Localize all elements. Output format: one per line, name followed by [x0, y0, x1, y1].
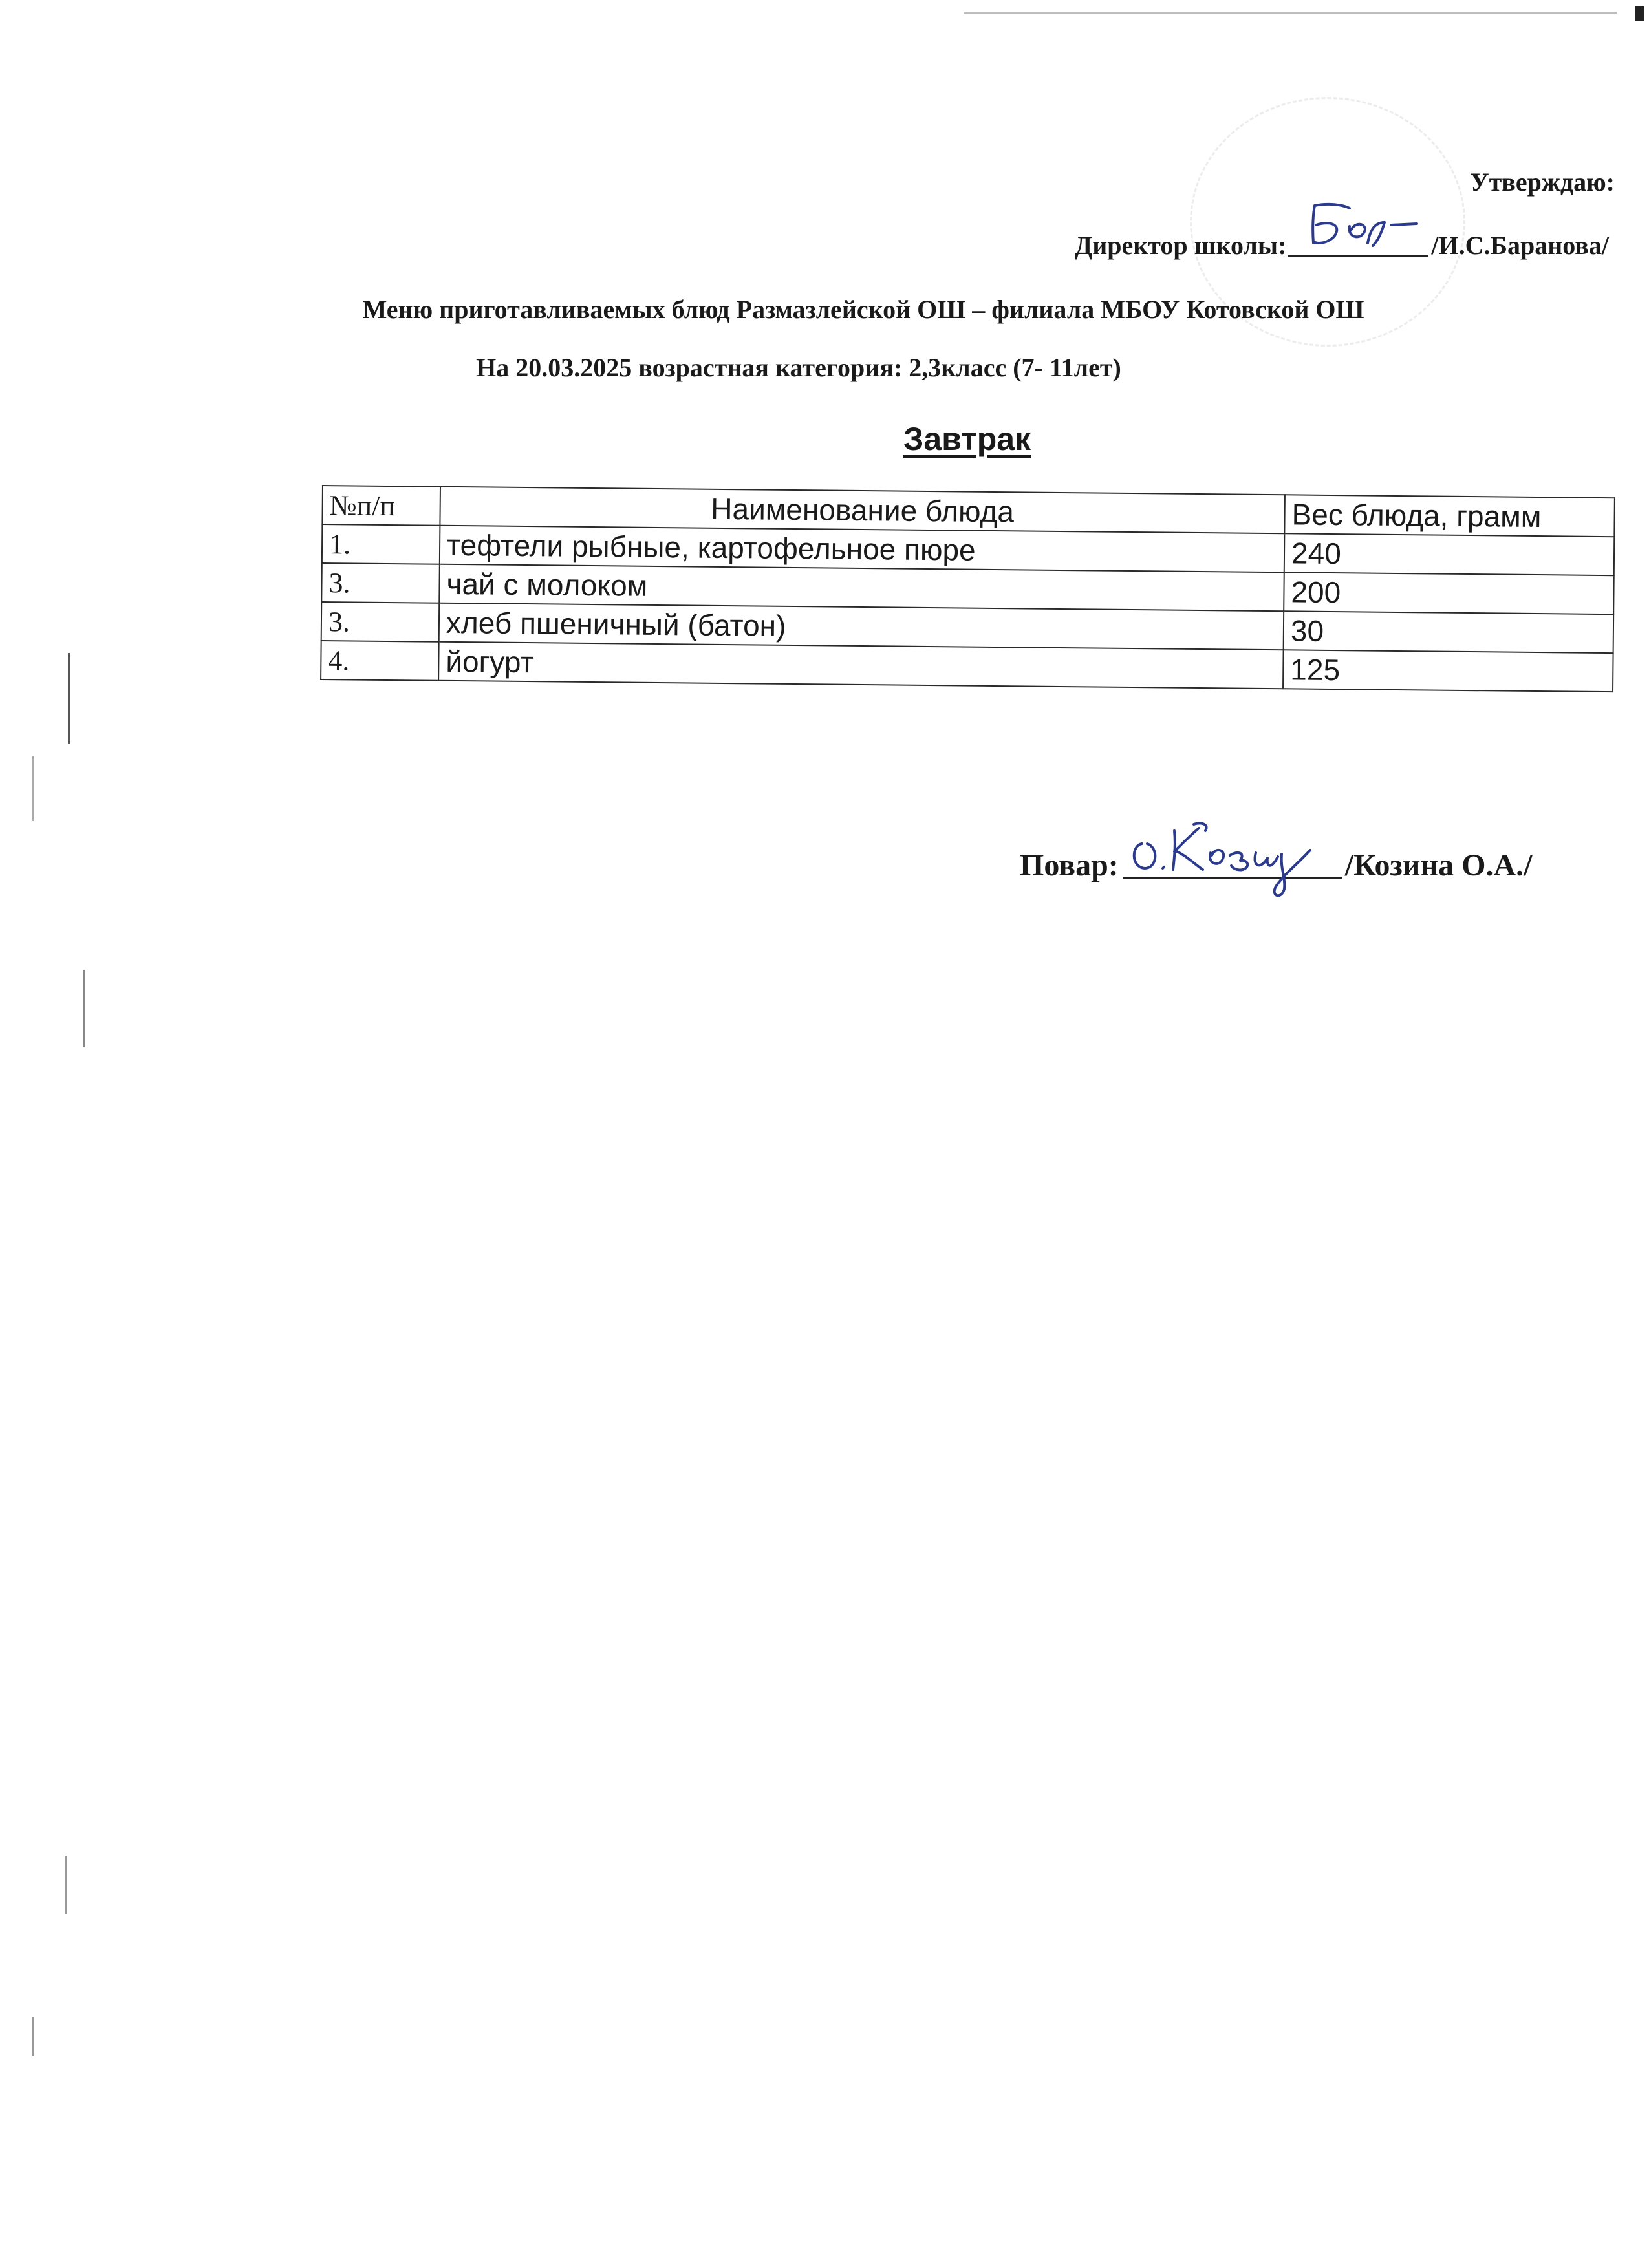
- director-signature: [1288, 226, 1428, 257]
- row-dish: йогурт: [438, 642, 1284, 689]
- menu-table: [320, 485, 1615, 692]
- row-dish: чай с молоком: [439, 564, 1284, 612]
- row-num: 1.: [322, 524, 440, 564]
- cook-signature-scribble: [1123, 805, 1342, 902]
- row-weight: 240: [1284, 533, 1615, 575]
- director-line: [1075, 226, 1609, 261]
- row-num: 3.: [321, 602, 440, 642]
- scan-edge-left-3: [32, 756, 34, 821]
- header-name: Наименование блюда: [440, 487, 1285, 534]
- row-weight: 200: [1284, 572, 1614, 614]
- scan-edge-left-5: [32, 2017, 34, 2056]
- cook-label: Повар:: [1020, 848, 1119, 883]
- scan-edge-left-4: [65, 1856, 67, 1914]
- row-num: 3.: [321, 563, 440, 603]
- scan-edge-left-1: [68, 653, 70, 744]
- scan-edge-top: [964, 12, 1617, 14]
- header-weight: Вес блюда, грамм: [1284, 495, 1615, 537]
- document-title: Меню приготавливаемых блюд Размазлейской ОШ – филиала МБОУ Котовской ОШ: [362, 295, 1364, 324]
- director-signature-scribble: [1288, 200, 1430, 252]
- cook-name: /Козина О.А./: [1344, 848, 1533, 883]
- row-dish: хлеб пшеничный (батон): [439, 603, 1284, 650]
- section-heading: Завтрак: [903, 421, 1031, 457]
- cook-signature: [1123, 844, 1342, 879]
- director-name: /И.С.Баранова/: [1431, 231, 1609, 260]
- director-label: Директор школы:: [1074, 231, 1287, 260]
- cook-line: [1020, 844, 1532, 883]
- row-dish: тефтели рыбные, картофельное пюре: [440, 526, 1285, 573]
- row-weight: 30: [1284, 611, 1614, 653]
- row-num: 4.: [321, 641, 439, 681]
- header-num: №п/п: [322, 486, 440, 526]
- scan-corner-mark: [1635, 6, 1644, 21]
- scan-edge-left-2: [83, 970, 85, 1047]
- row-weight: 125: [1283, 650, 1613, 692]
- approve-label: Утверждаю:: [1470, 167, 1615, 197]
- document-subtitle: На 20.03.2025 возрастная категория: 2,3класс (7- 11лет): [476, 353, 1121, 382]
